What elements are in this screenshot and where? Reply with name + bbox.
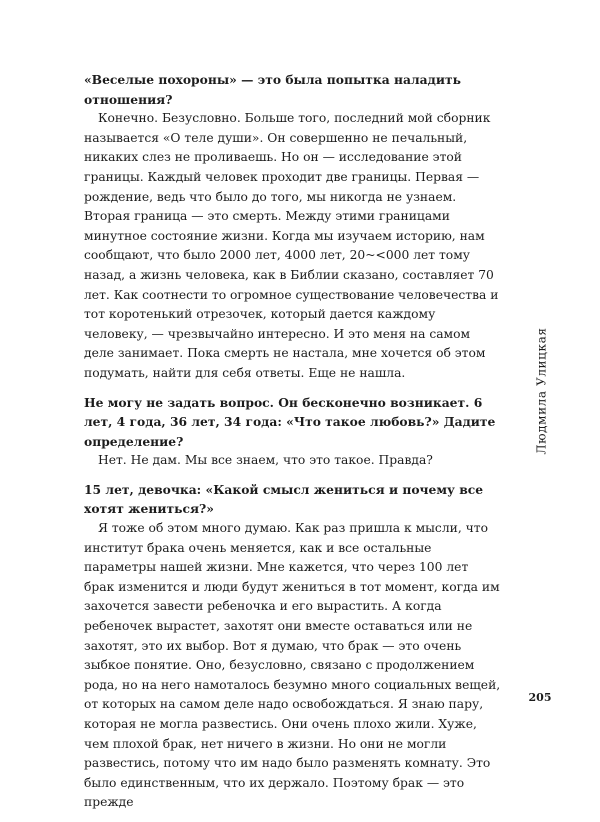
answer-2: Нет. Не дам. Мы все знаем, что это такое. Правда?	[98, 453, 433, 468]
qa-block-1	[84, 70, 502, 384]
question-3: 15 лет, девочка: «Какой смысл жениться и почему все хотят жениться?»	[84, 481, 484, 517]
answer-1: Конечно. Безусловно. Больше того, последний мой сборник называется «О теле души». Он совершенно не печальный, никаких слез не проливаешь. Но он — исследование этой границы. Каждый человек проходит две границы. Первая — рождение, ведь что было до того, мы никогда не узнаем. Вторая граница — это смерть. Между этими границами минутное состояние жизни. Когда мы изучаем историю, нам сообщают, что было 2000 лет, 4000 лет, 20~<000 лет тому назад, а жизнь человека, как в Библии сказано, составляет 70 лет. Как соотнести то огромное существование человечества и тот коротенький отрезочек, который дается каждому человеку, — чрезвычайно интересно. И это меня на самом деле занимает. Пока смерть не настала, мне хочется об этом подумать, найти для себя ответы. Еще не нашла.	[84, 111, 499, 380]
qa-block-3	[84, 480, 502, 813]
page-number: 205	[528, 691, 552, 704]
author-name: Людмила Улицкая	[534, 327, 549, 455]
question-1: «Веселые похороны» — это была попытка наладить отношения?	[84, 72, 461, 107]
page-content	[84, 70, 502, 822]
answer-3: Я тоже об этом много думаю. Как раз пришла к мысли, что институт брака очень меняется, как и все остальные параметры нашей жизни. Мне кажется, что через 100 лет брак изменится и люди будут жениться в тот момент, когда им захочется завести ребеночка и его вырастить. А когда ребеночек вырастет, захотят они вместе оставаться или не захотят, это их выбор. Вот я думаю, что брак — это очень зыбкое понятие. Оно, безусловно, связано с продолжением рода, но на него намоталось безумно много социальных вещей, от которых на самом деле надо освобождаться. Я знаю пару, которая не могла развестись. Они очень плохо жили. Хуже, чем плохой брак, нет ничего в жизни. Но они не могли развестись, потому что им надо было разменять комнату. Это было единственным, что их держало. Поэтому брак — это прежде	[84, 521, 501, 810]
qa-block-2	[84, 393, 502, 471]
running-head	[531, 316, 551, 466]
question-2: Не могу не задать вопрос. Он бесконечно возникает. 6 лет, 4 года, 36 лет, 34 года: «Что такое любовь?» Дадите определение?	[84, 394, 496, 449]
